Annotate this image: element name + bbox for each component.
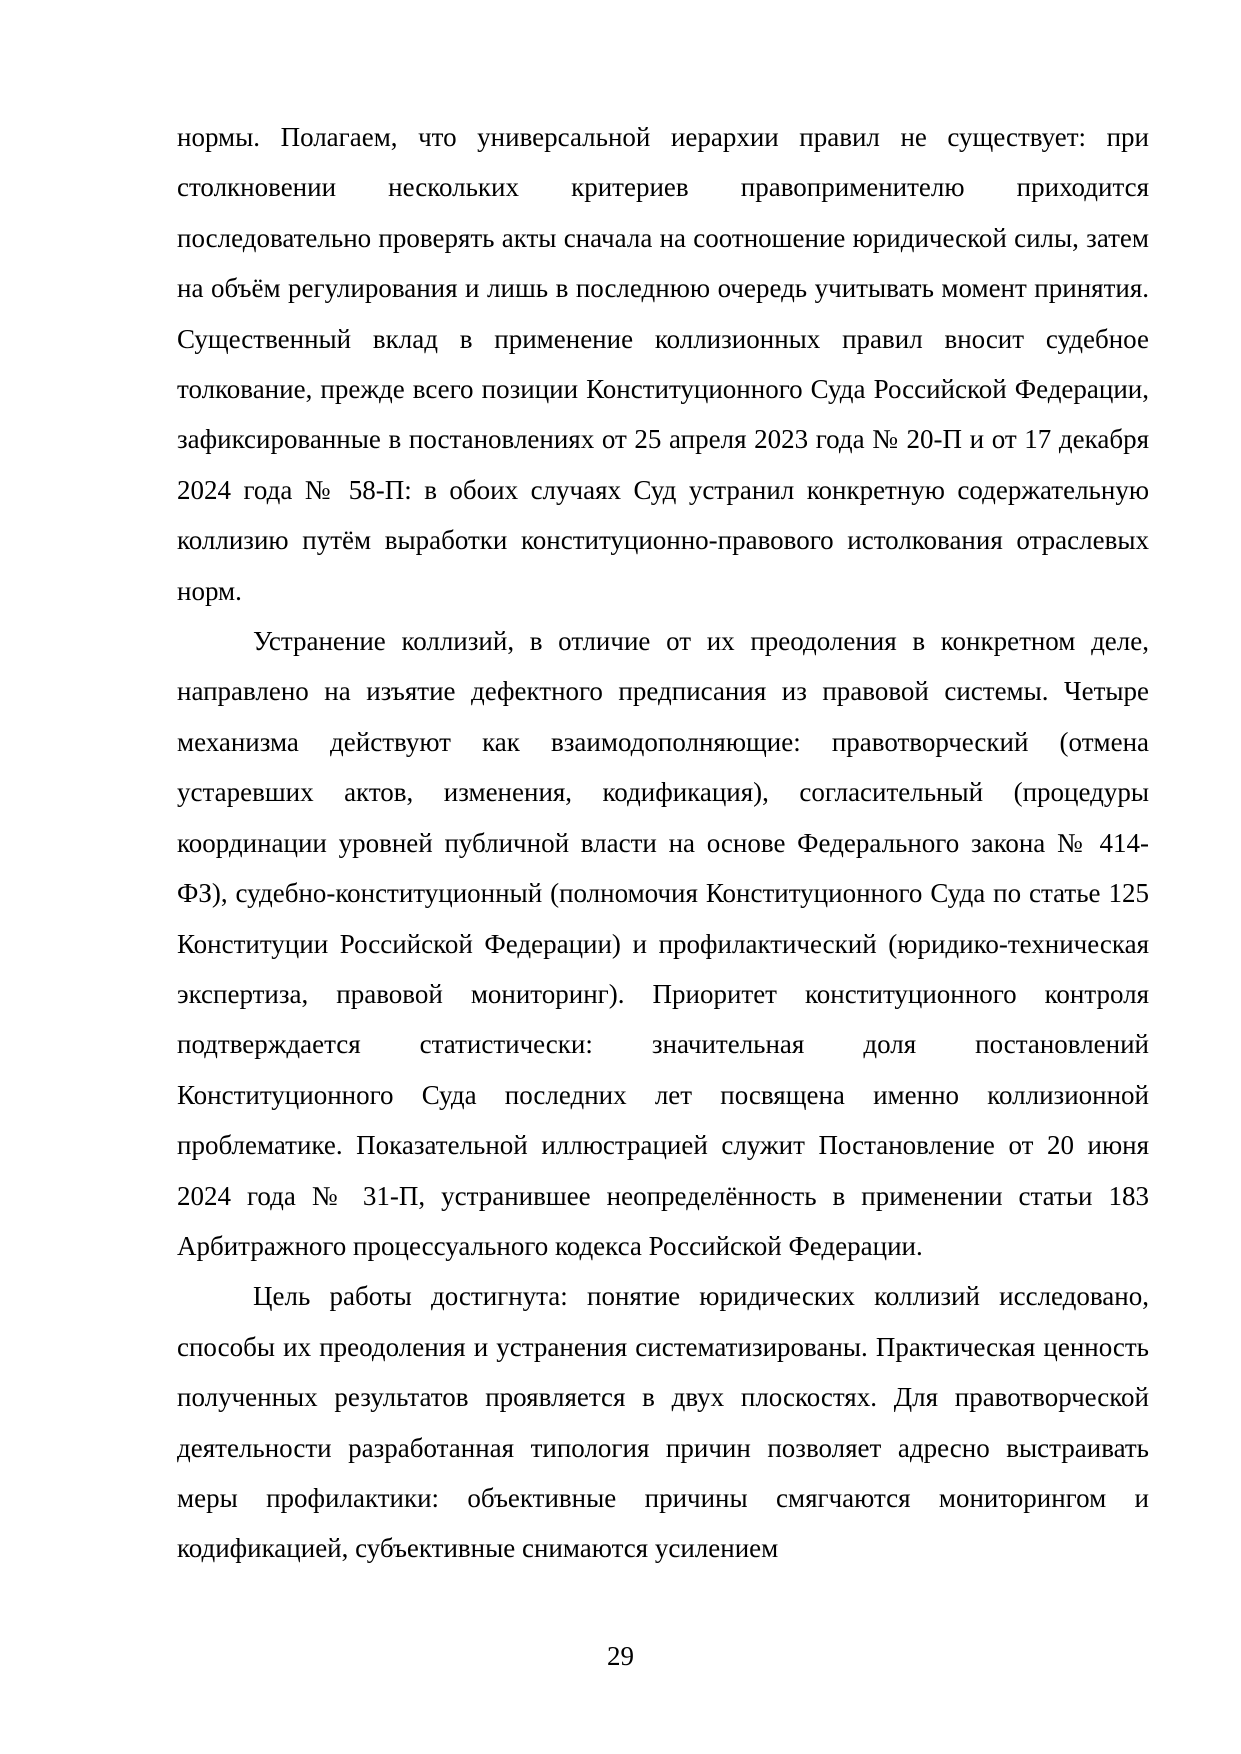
paragraph-3: Цель работы достигнута: понятие юридических коллизий исследовано, способы их преодоления и устранения систематизированы. Практическая ценность полученных результатов проявляется в двух плоскостях. Для правотворческой деятельности разработанная типология причин позволяет адресно выстраивать меры профилактики: объективные причины смягчаются мониторингом и кодификацией, субъективные снимаются усилением xyxy=(177,1281,1149,1564)
paragraph-1: нормы. Полагаем, что универсальной иерархии правил не существует: при столкновении нескольких критериев правоприменителю приходится последовательно проверять акты сначала на соотношение юридической силы, затем на объём регулирования и лишь в последнюю очередь учитывать момент принятия. Существенный вклад в применение коллизионных правил вносит судебное толкование, прежде всего позиции Конституционного Суда Российской Федерации, зафиксированные в постановлениях от 25 апреля 2023 года № 20-П и от 17 декабря 2024 года № 58-П: в обоих случаях Суд устранил конкретную содержательную коллизию путём выработки конституционно-правового истолкования отраслевых норм. xyxy=(177,122,1149,606)
paragraph-2: Устранение коллизий, в отличие от их преодоления в конкретном деле, направлено на изъятие дефектного предписания из правовой системы. Четыре механизма действуют как взаимодополняющие: правотворческий (отмена устаревших актов, изменения, кодификация), согласительный (процедуры координации уровней публичной власти на основе Федерального закона № 414-ФЗ), судебно-конституционный (полномочия Конституционного Суда по статье 125 Конституции Российской Федерации) и профилактический (юридико-техническая экспертиза, правовой мониторинг). Приоритет конституционного контроля подтверждается статистически: значительная доля постановлений Конституционного Суда последних лет посвящена именно коллизионной проблематике. Показательной иллюстрацией служит Постановление от 20 июня 2024 года № 31-П, устранившее неопределённость в применении статьи 183 Арбитражного процессуального кодекса Российской Федерации. xyxy=(177,626,1149,1261)
document-page xyxy=(177,112,1149,1574)
page-number: 29 xyxy=(607,1641,634,1671)
